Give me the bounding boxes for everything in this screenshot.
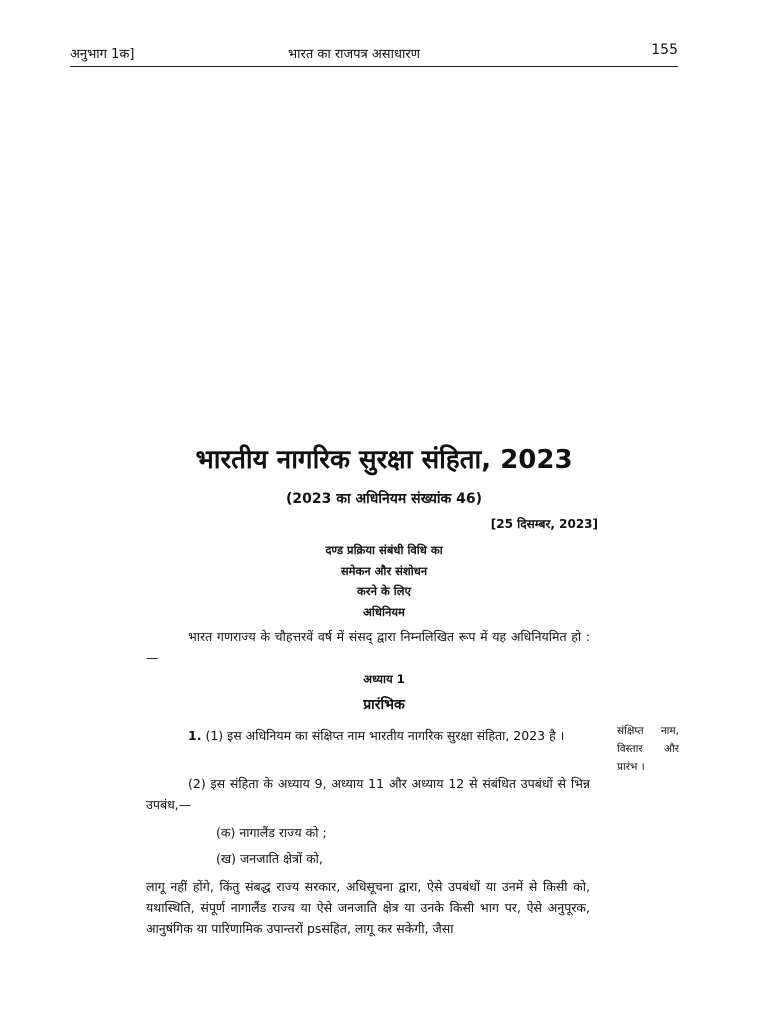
gazette-title: भारत का राजपत्र असाधारण <box>288 47 421 62</box>
chapter-heading: प्रारंभिक <box>363 697 405 713</box>
margin-note: संक्षिप्त नाम, विस्तार और प्रारंभ । <box>617 725 679 773</box>
section-1-sub-1 <box>146 725 590 746</box>
section-1-tail: लागू नहीं होंगे, किंतु संबद्ध राज्य सरकार, अधिसूचना द्वारा, ऐसे उपबंधों या उनमें से किसी को, यथास्थिति, संपूर्ण नागालैंड राज्य या ऐसे जनजाति क्षेत्र या उनके किसी भाग पर, ऐसे अनुपूरक, आनुषंगिक या पारिणामिक उपान्तरों psसहित, लागू कर सकेगी, जैसा <box>146 879 590 936</box>
purpose-line: अधिनियम <box>363 604 405 619</box>
section-number: 1. <box>188 728 202 743</box>
purpose-line: दण्ड प्रक्रिया संबंधी विधि का <box>325 543 443 557</box>
clause-a: (क) नागालैंड राज्य को ; <box>216 825 327 840</box>
enacting-clause: भारत गणराज्य के चौहत्तरवें वर्ष में संसद् द्वारा निम्नलिखित रूप में यह अधिनियमित हो :— <box>146 629 590 665</box>
purpose-line: समेकन और संशोधन <box>340 563 428 578</box>
act-purpose <box>0 540 768 622</box>
purpose-line: करने के लिए <box>357 584 411 598</box>
act-date: [25 दिसम्बर, 2023] <box>490 517 598 531</box>
section-label: अनुभाग 1क] <box>70 47 135 62</box>
clause-b: (ख) जनजाति क्षेत्रों को, <box>216 851 323 866</box>
act-number: (2023 का अधिनियम संख्यांक 46) <box>285 491 483 507</box>
page-number: 155 <box>651 42 678 58</box>
page-header <box>70 40 678 67</box>
act-title: भारतीय नागरिक सुरक्षा संहिता, 2023 <box>195 445 573 475</box>
section-1-sub-1-text: (1) इस अधिनियम का संक्षिप्त नाम भारतीय नागरिक सुरक्षा संहिता, 2023 है । <box>205 728 565 743</box>
section-1-sub-2: (2) इस संहिता के अध्याय 9, अध्याय 11 और अध्याय 12 से संबंधित उपबंधों से भिन्न उपबंध,— <box>146 776 590 812</box>
chapter-label: अध्याय 1 <box>363 672 405 686</box>
